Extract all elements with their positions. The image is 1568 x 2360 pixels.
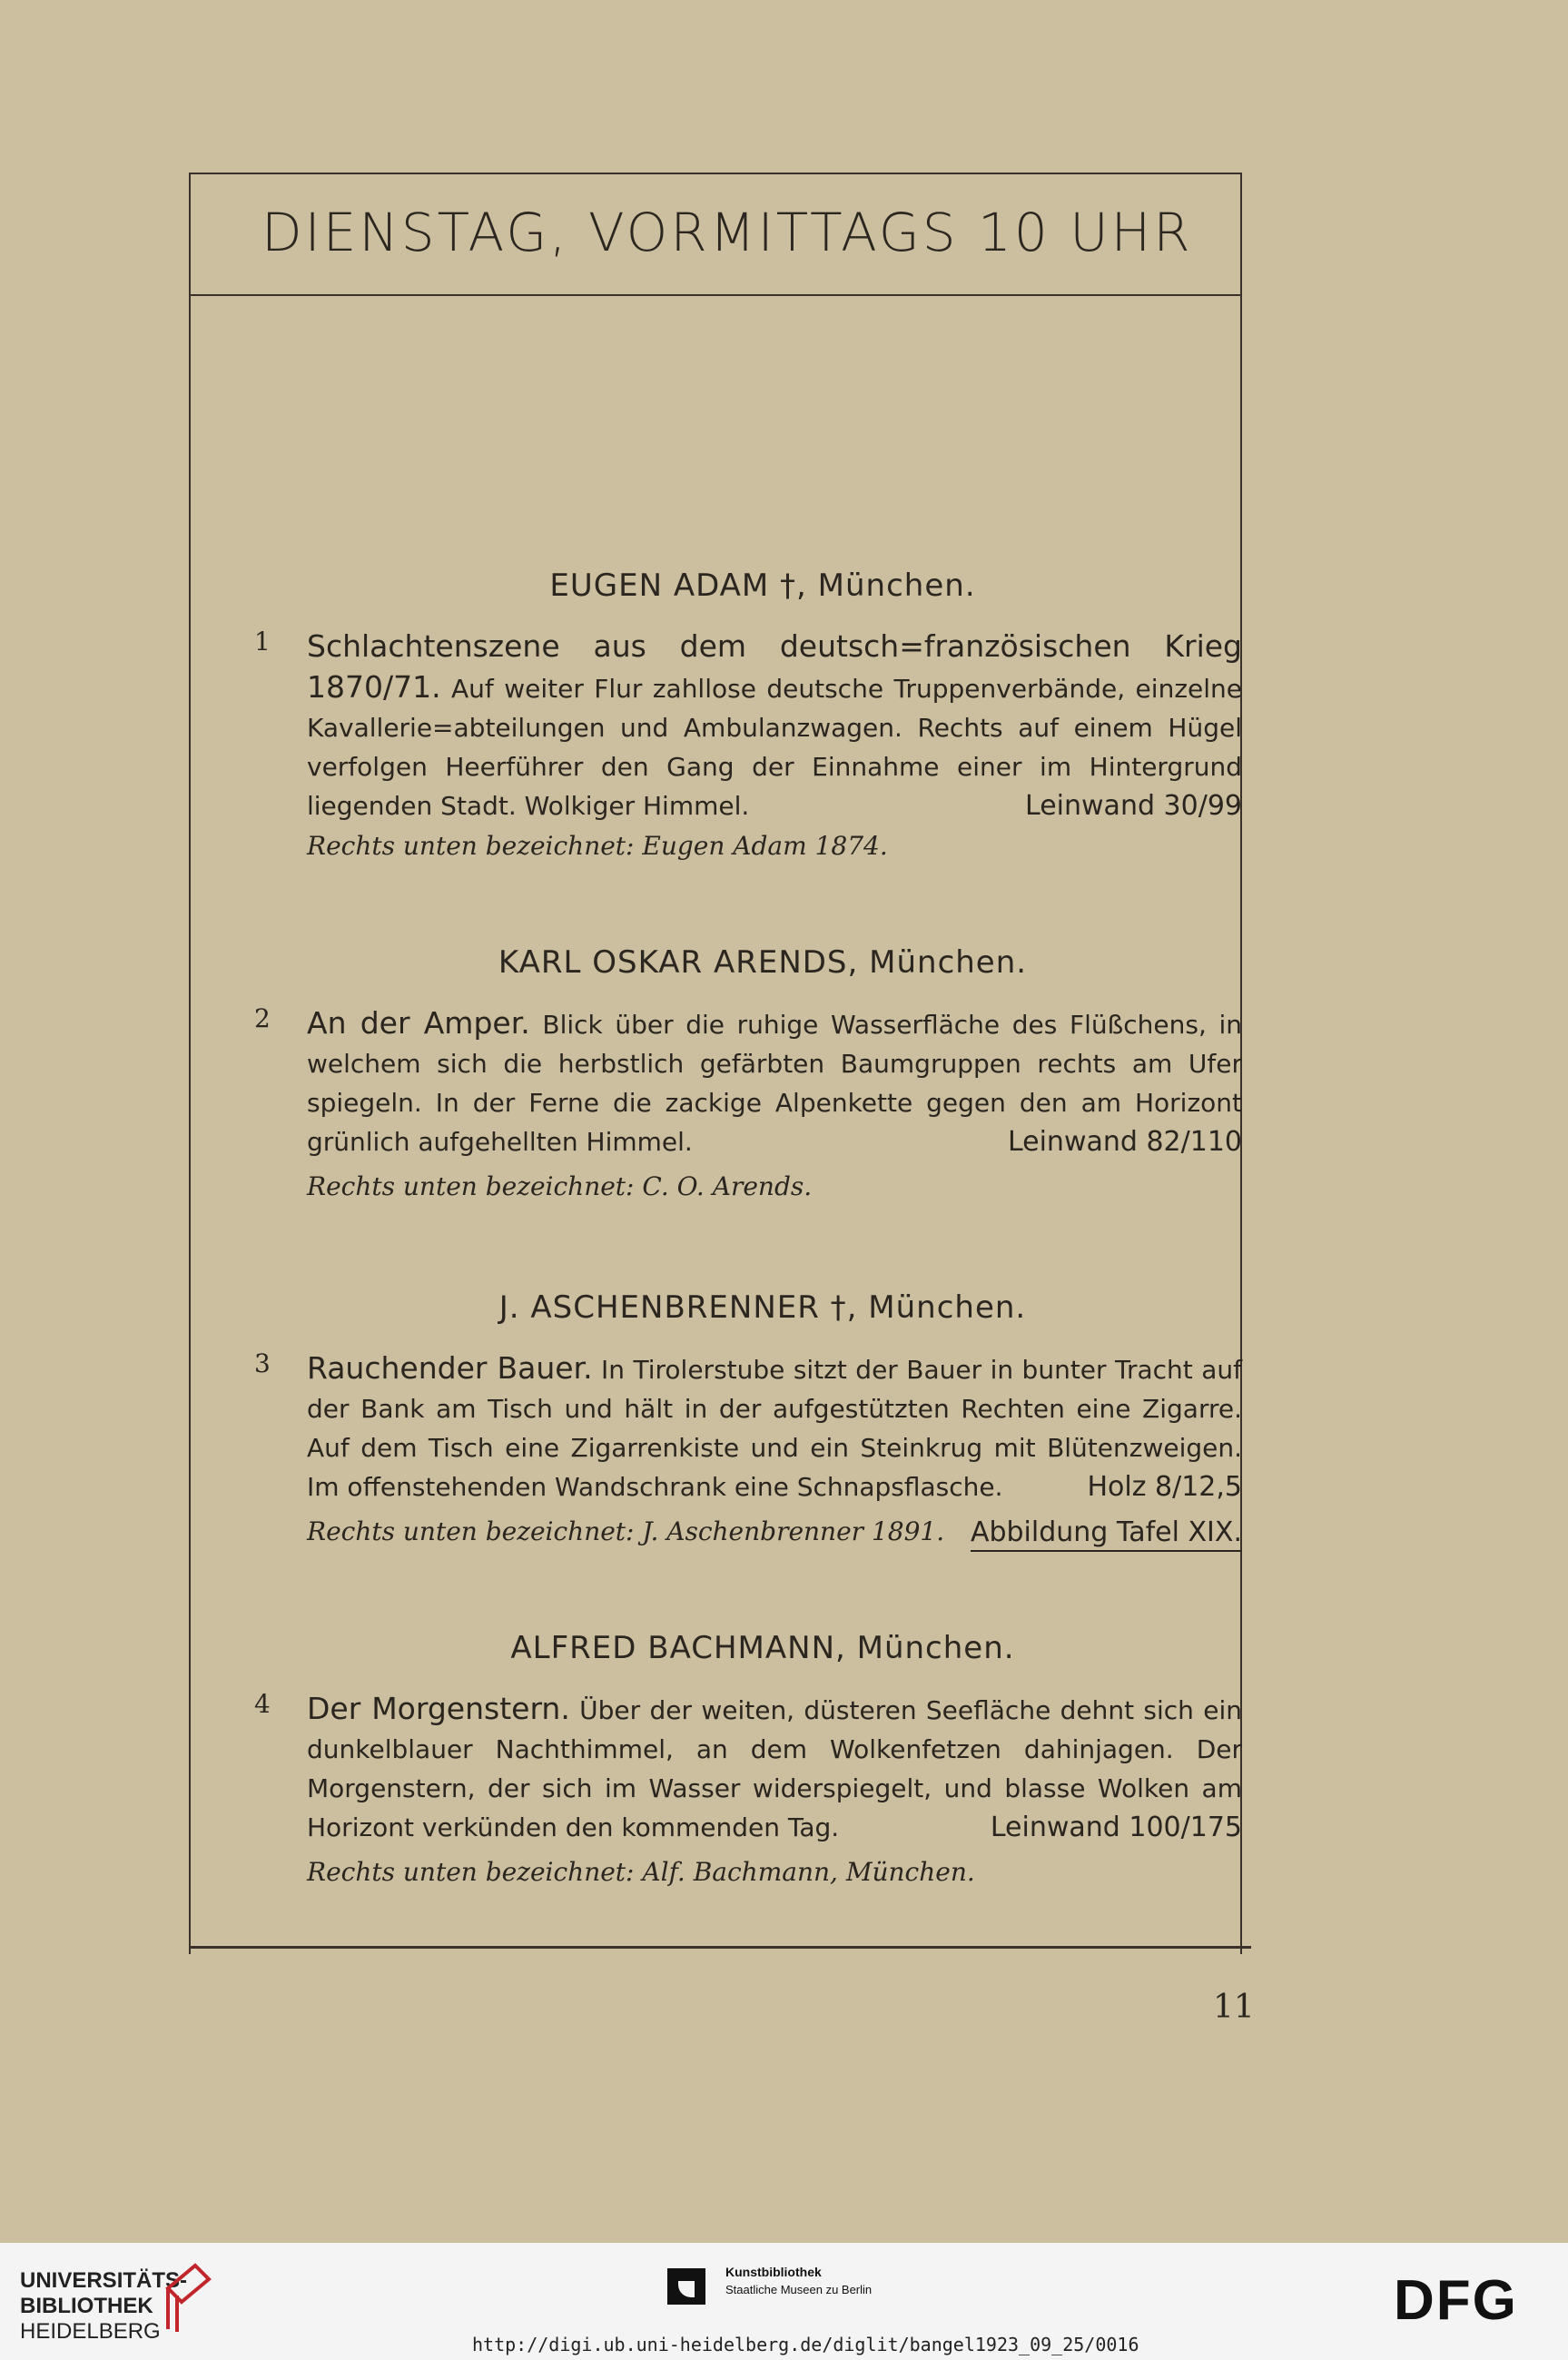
entry-medium: Leinwand 82/110	[1007, 1126, 1242, 1158]
entry-body: In Tirolerstube sitzt der Bauer in bunter Tracht auf der Bank am Tisch und hält in der aufgestützten Rechten eine Zigarre. Auf dem Tisch eine Zigarrenkiste und ein Steinkrug mit Blütenzweigen. Im offenstehenden Wandschrank eine Schnapsflasche.	[307, 1355, 1242, 1502]
ub-logo-mark-icon	[159, 2261, 213, 2337]
header-rule	[189, 294, 1242, 296]
permalink-url[interactable]: http://digi.ub.uni-heidelberg.de/diglit/bangel1923_09_25/0016	[472, 2334, 1139, 2355]
entry-title: Rauchender Bauer.	[307, 1350, 593, 1386]
artist-heading: KARL OSKAR ARENDS, München.	[498, 944, 1028, 981]
entry-title: An der Amper.	[307, 1005, 530, 1041]
logo-text-line3: HEIDELBERG	[20, 2319, 161, 2344]
kb-title: Kunstbibliothek	[725, 2265, 822, 2279]
entry-number: 3	[254, 1348, 271, 1378]
entry-body: Blick über die ruhige Wasserfläche des Flüßchens, in welchem sich die herbstlich gefärbten Baumgruppen rechts am Ufer spiegeln. In der Ferne die zackige Alpenkette gegen den am Horizont grünlich aufgehellten Himmel.	[307, 1010, 1242, 1157]
entry-medium: Holz 8/12,5	[1087, 1471, 1242, 1503]
kb-subtitle: Staatliche Museen zu Berlin	[725, 2283, 873, 2296]
entry-description	[307, 1348, 1242, 1506]
kunstbibliothek-icon	[667, 2268, 705, 2305]
entry-description	[307, 1003, 1242, 1161]
entry-number: 4	[254, 1689, 271, 1719]
entry-title: Der Morgenstern.	[307, 1691, 570, 1726]
entry-signature: Rechts unten bezeichnet: Alf. Bachmann, München.	[307, 1857, 975, 1887]
page-number: 11	[1213, 1989, 1255, 2026]
entry-medium: Leinwand 30/99	[1025, 790, 1242, 822]
artist-heading: J. ASCHENBRENNER †, München.	[498, 1289, 1027, 1326]
frame-bottom-rule	[189, 1946, 1251, 1949]
entry-description	[307, 1689, 1242, 1847]
logo-text-line1: UNIVERSITÄTS-	[20, 2268, 188, 2293]
entry-medium: Leinwand 100/175	[990, 1812, 1242, 1843]
entry-description	[307, 627, 1242, 825]
artist-heading: EUGEN ADAM †, München.	[549, 568, 976, 604]
logo-text-line2: BIBLIOTHEK	[20, 2294, 153, 2318]
dfg-logo[interactable]: DFG	[1394, 2269, 1518, 2332]
entry-number: 1	[254, 627, 271, 657]
entry-number: 2	[254, 1003, 271, 1033]
entry-signature: Rechts unten bezeichnet: Eugen Adam 1874.	[307, 831, 888, 861]
entry-body: Auf weiter Flur zahllose deutsche Truppenverbände, einzelne Kavallerie=abteilungen und Ambulanzwagen. Rechts auf einem Hügel verfolgen Heerführer den Gang der Einnahme einer im Hintergrund liegenden Stadt. Wolkiger Himmel.	[307, 674, 1242, 821]
entry-signature-text: Rechts unten bezeichnet: J. Aschenbrenner 1891.	[307, 1516, 945, 1546]
entry-body: Über der weiten, düsteren Seefläche dehnt sich ein dunkelblauer Nachthimmel, an dem Wolkenfetzen dahinjagen. Der Morgenstern, der sich im Wasser widerspiegelt, und blasse Wolken am Horizont verkünden den kommenden Tag.	[307, 1695, 1242, 1842]
entry-signature	[307, 1516, 1242, 1552]
entry-signature: Rechts unten bezeichnet: C. O. Arends.	[307, 1171, 813, 1201]
entry-title: Schlachtenszene aus dem deutsch=französischen Krieg 1870/71.	[307, 628, 1242, 705]
viewer-footer	[0, 2243, 1568, 2360]
artist-heading: ALFRED BACHMANN, München.	[510, 1630, 1015, 1666]
page-heading: DIENSTAG, VORMITTAGS 10 UHR	[261, 202, 1193, 263]
plate-reference: Abbildung Tafel XIX.	[971, 1516, 1242, 1552]
